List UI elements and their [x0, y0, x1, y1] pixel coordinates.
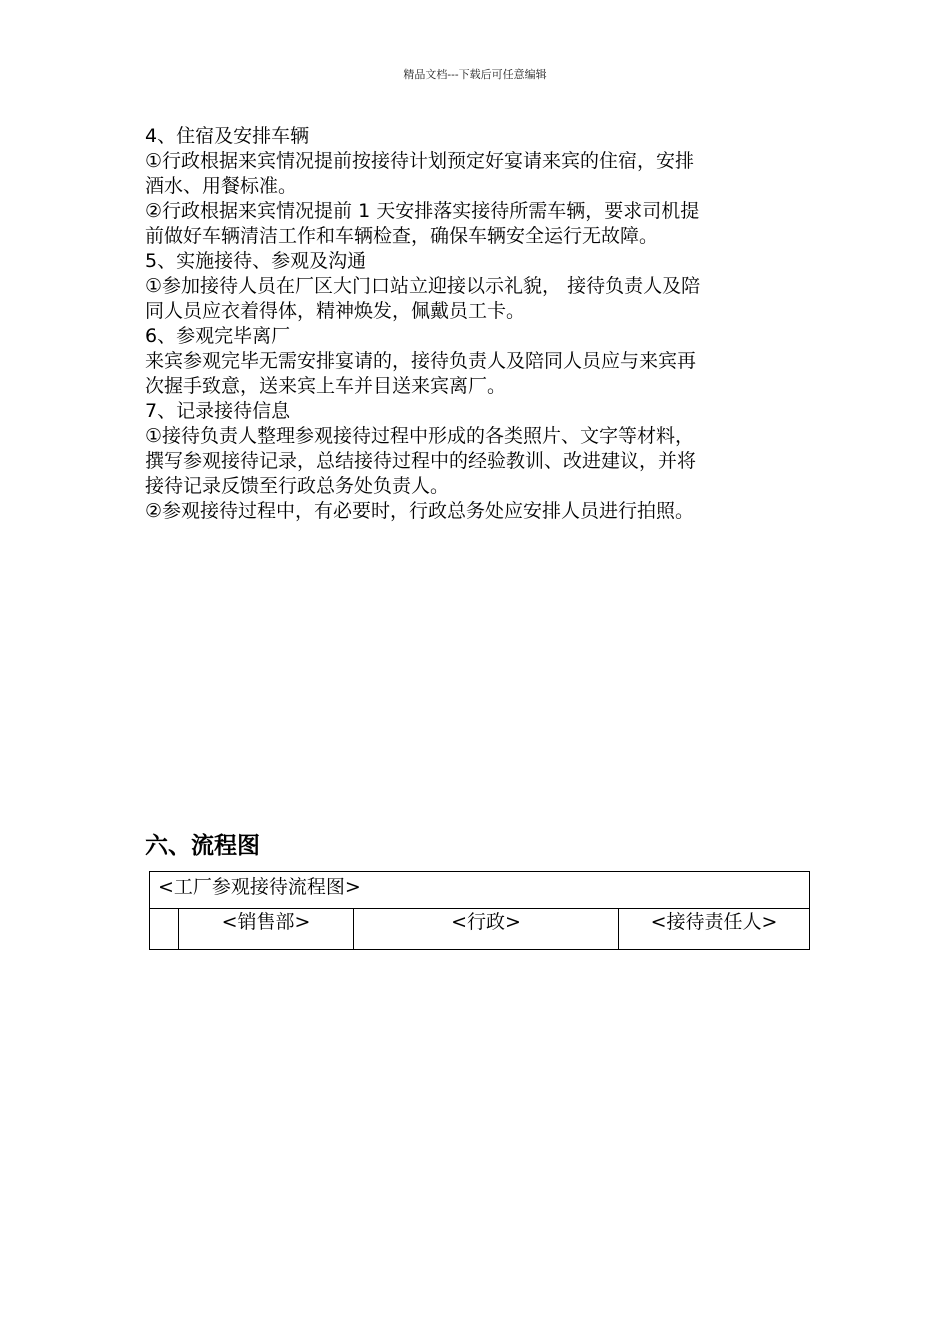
flowchart-table [149, 871, 810, 950]
subsection-heading-6: 6、参观完毕离厂 [145, 325, 291, 347]
document-body [145, 124, 810, 524]
section-title-flowchart: 六、流程图 [145, 833, 260, 859]
column-header-admin: <行政> [354, 909, 619, 950]
body-line: 接待记录反馈至行政总务处负责人。 [145, 475, 450, 497]
flowchart-column-header-row [150, 909, 810, 950]
body-line: 同人员应衣着得体，精神焕发，佩戴员工卡。 [145, 300, 526, 322]
page-header: 精品文档---下载后可任意编辑 [403, 68, 547, 81]
body-line: 酒水、用餐标准。 [145, 175, 298, 197]
body-line: ②行政根据来宾情况提前 1 天安排落实接待所需车辆，要求司机提 [145, 200, 700, 222]
subsection-heading-7: 7、记录接待信息 [145, 400, 291, 422]
body-line: 来宾参观完毕无需安排宴请的，接待负责人及陪同人员应与来宾再 [145, 350, 697, 372]
column-header-sales: <销售部> [179, 909, 354, 950]
body-line: ①行政根据来宾情况提前按接待计划预定好宴请来宾的住宿，安排 [145, 150, 695, 172]
subsection-heading-5: 5、实施接待、参观及沟通 [145, 250, 367, 272]
body-line: 前做好车辆清洁工作和车辆检查，确保车辆安全运行无故障。 [145, 225, 659, 247]
body-line: 撰写参观接待记录，总结接待过程中的经验教训、改进建议，并将 [145, 450, 697, 472]
body-line: 次握手致意，送来宾上车并目送来宾离厂。 [145, 375, 507, 397]
body-line: ①参加接待人员在厂区大门口站立迎接以示礼貌， 接待负责人及陪 [145, 275, 701, 297]
column-header-blank [150, 909, 179, 950]
subsection-heading-4: 4、住宿及安排车辆 [145, 125, 310, 147]
flowchart-caption: <工厂参观接待流程图> [150, 872, 810, 909]
body-line: ②参观接待过程中，有必要时，行政总务处应安排人员进行拍照。 [145, 500, 695, 522]
body-line: ①接待负责人整理参观接待过程中形成的各类照片、文字等材料， [145, 425, 695, 447]
flowchart-caption-row [150, 872, 810, 909]
column-header-reception-owner: <接待责任人> [619, 909, 810, 950]
